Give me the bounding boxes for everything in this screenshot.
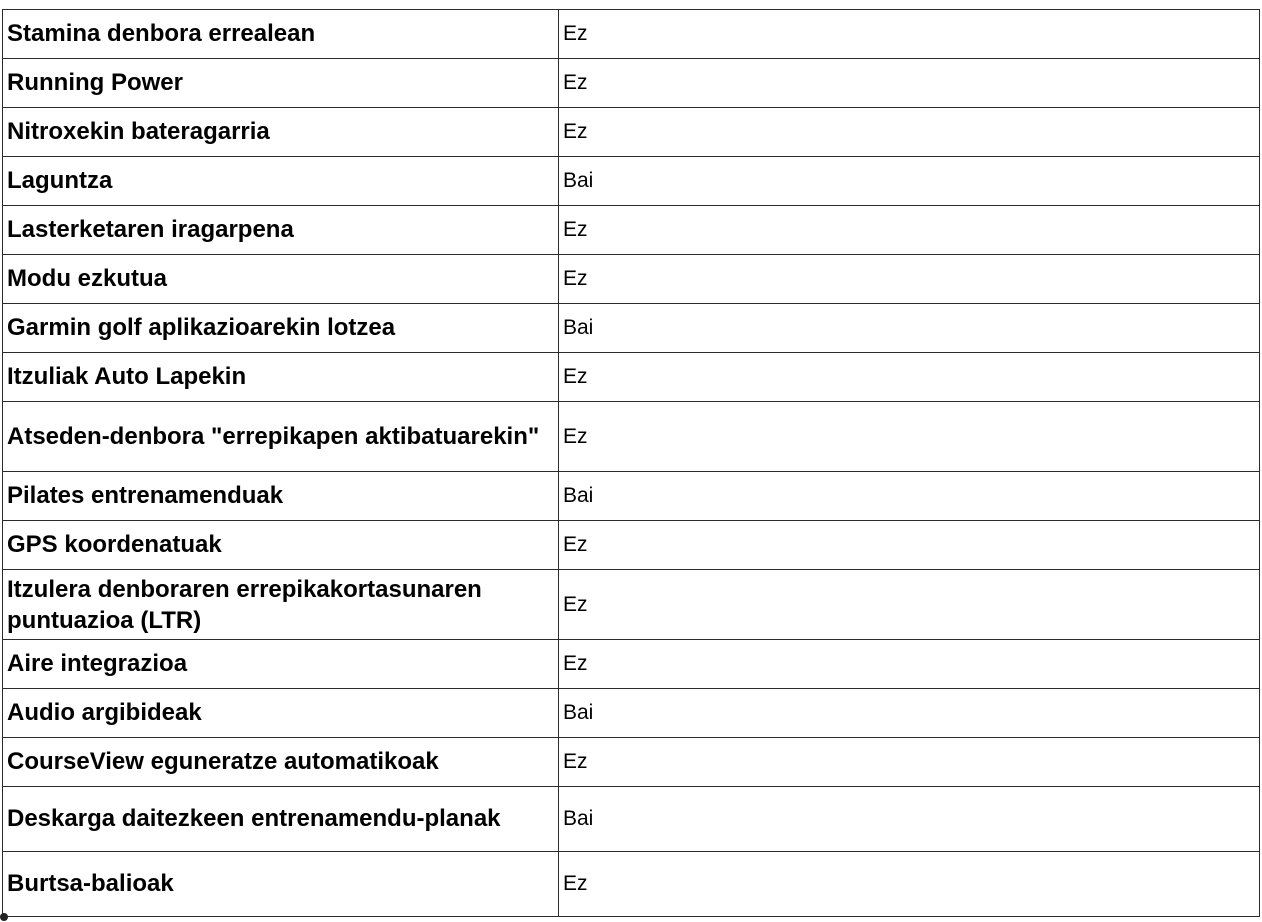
feature-name-cell: Modu ezkutua bbox=[3, 255, 559, 304]
table-row bbox=[3, 353, 1260, 402]
cursor-dot-icon bbox=[0, 913, 8, 921]
feature-name-cell: GPS koordenatuak bbox=[3, 521, 559, 570]
feature-comparison-table bbox=[2, 9, 1260, 917]
feature-name-cell: CourseView eguneratze automatikoak bbox=[3, 738, 559, 787]
feature-value-cell: Ez bbox=[559, 852, 1260, 917]
feature-name-cell: Itzuliak Auto Lapekin bbox=[3, 353, 559, 402]
table-row bbox=[3, 472, 1260, 521]
feature-value-cell: Ez bbox=[559, 738, 1260, 787]
table-row bbox=[3, 206, 1260, 255]
table-row bbox=[3, 570, 1260, 640]
feature-name-cell: Laguntza bbox=[3, 157, 559, 206]
feature-value-cell: Ez bbox=[559, 206, 1260, 255]
feature-value-cell: Bai bbox=[559, 787, 1260, 852]
feature-value-cell: Ez bbox=[559, 108, 1260, 157]
feature-name-cell: Garmin golf aplikazioarekin lotzea bbox=[3, 304, 559, 353]
feature-name-cell: Audio argibideak bbox=[3, 689, 559, 738]
feature-value-cell: Ez bbox=[559, 521, 1260, 570]
feature-value-cell: Ez bbox=[559, 402, 1260, 472]
feature-value-cell: Ez bbox=[559, 10, 1260, 59]
table-row bbox=[3, 852, 1260, 917]
table-row bbox=[3, 59, 1260, 108]
table-row bbox=[3, 10, 1260, 59]
feature-value-cell: Ez bbox=[559, 353, 1260, 402]
feature-name-cell: Lasterketaren iragarpena bbox=[3, 206, 559, 255]
feature-name-cell: Running Power bbox=[3, 59, 559, 108]
table-row bbox=[3, 157, 1260, 206]
feature-value-cell: Ez bbox=[559, 255, 1260, 304]
feature-name-cell: Aire integrazioa bbox=[3, 640, 559, 689]
table-row bbox=[3, 787, 1260, 852]
feature-name-cell: Itzulera denboraren errepikakortasunaren puntuazioa (LTR) bbox=[3, 570, 559, 640]
table-row bbox=[3, 402, 1260, 472]
feature-value-cell: Bai bbox=[559, 689, 1260, 738]
table-row bbox=[3, 108, 1260, 157]
feature-value-cell: Bai bbox=[559, 157, 1260, 206]
table-row bbox=[3, 255, 1260, 304]
feature-name-cell: Nitroxekin bateragarria bbox=[3, 108, 559, 157]
feature-value-cell: Ez bbox=[559, 59, 1260, 108]
feature-value-cell: Ez bbox=[559, 570, 1260, 640]
table-row bbox=[3, 689, 1260, 738]
table-row bbox=[3, 521, 1260, 570]
feature-name-cell: Deskarga daitezkeen entrenamendu-planak bbox=[3, 787, 559, 852]
feature-name-cell: Burtsa-balioak bbox=[3, 852, 559, 917]
table-row bbox=[3, 640, 1260, 689]
feature-name-cell: Stamina denbora errealean bbox=[3, 10, 559, 59]
feature-name-cell: Atseden-denbora "errepikapen aktibatuarekin" bbox=[3, 402, 559, 472]
feature-value-cell: Bai bbox=[559, 472, 1260, 521]
feature-value-cell: Bai bbox=[559, 304, 1260, 353]
table-row bbox=[3, 738, 1260, 787]
feature-name-cell: Pilates entrenamenduak bbox=[3, 472, 559, 521]
table-row bbox=[3, 304, 1260, 353]
feature-value-cell: Ez bbox=[559, 640, 1260, 689]
